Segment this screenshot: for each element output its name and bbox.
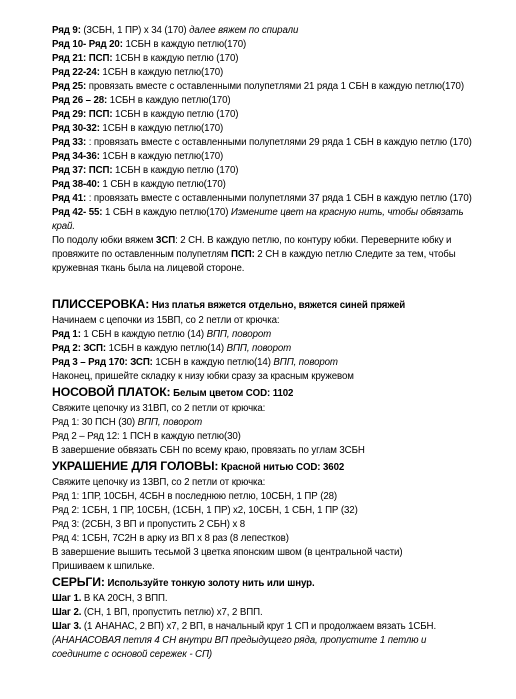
row-label: Ряд 42- 55: — [52, 207, 103, 218]
row-text: : провязать вместе с оставленными полупетлями 37 ряда 1 СБН в каждую петлю (170) — [86, 193, 472, 204]
pattern-step — [52, 606, 476, 620]
head-title: УКРАШЕНИЕ ДЛЯ ГОЛОВЫ: — [52, 459, 219, 473]
row-text: (1 АНАНАС, 2 ВП) х7, 2 ВП, в начальный круг 1 СП и продолжаем вязать 1СБН. — [81, 621, 437, 632]
row-label: Ряд 37: ПСП: — [52, 165, 113, 176]
pattern-row — [52, 94, 476, 108]
row-italic-note: ВПП, поворот — [206, 329, 272, 340]
earrings-heading — [52, 574, 476, 592]
section-gap — [52, 276, 476, 294]
row-text: 1СБН в каждую петлю(170) — [99, 151, 224, 162]
note-bold: 3СП — [156, 235, 176, 246]
pattern-line: Свяжите цепочку из 13ВП, со 2 петли от крючка: — [52, 477, 266, 488]
row-label: Ряд 29: ПСП: — [52, 109, 113, 120]
row-label: Ряд 41: — [52, 193, 87, 204]
row-text: : провязать вместе с оставленными полупетлями 29 ряда 1 СБН в каждую петлю (170) — [86, 137, 472, 148]
pattern-row — [52, 24, 476, 38]
plisse-rows — [52, 328, 476, 370]
row-text: 1СБН в каждую петлю(14) — [106, 343, 227, 354]
note-text: 2 СН в каждую петлю Следите за тем, чтобы кружевная ткань была на лицевой стороне. — [52, 249, 456, 274]
pattern-row — [52, 150, 476, 164]
row-label: Ряд 10- Ряд 20: — [52, 39, 123, 50]
pattern-row — [52, 136, 476, 150]
row-text: 1СБН в каждую петлю(170) — [107, 95, 231, 106]
row-italic-note: ВПП, поворот — [226, 343, 292, 354]
row-text: (3СБН, 1 ПР) х 34 (170) — [80, 25, 190, 36]
pattern-row — [52, 108, 476, 122]
pattern-row — [52, 178, 476, 192]
pattern-step — [52, 592, 476, 606]
head-lines — [52, 476, 476, 574]
row-text: В завершение обвязать СБН по всему краю, провязать по углам 3СБН — [52, 445, 365, 456]
note-bold: ПСП: — [230, 249, 255, 260]
row-label: Ряд 3 – Ряд 170: ЗСП: — [52, 357, 153, 368]
row-text: (СН, 1 ВП, пропустить петлю) х7, 2 ВПП. — [81, 607, 263, 618]
hanky-subtitle: Белым цветом COD: 1102 — [170, 388, 294, 399]
plisse-intro: Начинаем с цепочки из 15ВП, со 2 петли от крючка: — [52, 315, 280, 326]
row-label: Ряд 30-32: — [52, 123, 100, 134]
pattern-row — [52, 80, 476, 94]
plisse-title: ПЛИССЕРОВКА: — [52, 297, 150, 311]
row-italic-note: ВПП, поворот — [137, 417, 203, 428]
pattern-row — [52, 38, 476, 52]
pattern-line — [52, 444, 476, 458]
head-heading — [52, 458, 476, 476]
pattern-row — [52, 206, 476, 234]
earring-steps — [52, 592, 476, 662]
row-label: Ряд 34-36: — [52, 151, 100, 162]
row-label: Ряд 9: — [52, 25, 81, 36]
pattern-row — [52, 356, 476, 370]
row-text: 1СБН в каждую петлю (170) — [112, 165, 239, 176]
pattern-row — [52, 192, 476, 206]
row-text: 1СБН в каждую петлю(170) — [99, 123, 224, 134]
row-text: В КА 20СН, 3 ВПП. — [81, 593, 168, 604]
row-text: 1СБН в каждую петлю (170) — [112, 53, 239, 64]
row-label: Шаг 3. — [52, 621, 82, 632]
row-label: Ряд 2: ЗСП: — [52, 343, 107, 354]
row-text: 1СБН в каждую петлю(170) — [99, 67, 224, 78]
pattern-row — [52, 122, 476, 136]
row-text: 1СБН в каждую петлю(170) — [122, 39, 247, 50]
row-italic-note: (АНАНАСОВАЯ петля 4 СН внутри ВП предыдущего ряда, пропустите 1 петлю и соедините с основой сережек - СП) — [52, 635, 427, 660]
row-label: Шаг 1. — [52, 593, 82, 604]
row-label: Ряд 25: — [52, 81, 87, 92]
plisse-end: Наконец, пришейте складку к низу юбки сразу за красным кружевом — [52, 371, 354, 382]
note-text: : 2 СН. В каждую петлю, по контуру юбки. Переверните юбку и провяжите по оставленным полупетлям — [52, 235, 452, 260]
earrings-subtitle: Используйте тонкую золоту нить или шнур. — [104, 578, 315, 589]
pattern-line: Ряд 2: 1СБН, 1 ПР, 10СБН, (1СБН, 1 ПР) х2, 10СБН, 1 СБН, 1 ПР (32) — [52, 505, 358, 516]
row-text: 1 СБН в каждую петлю (14) — [80, 329, 207, 340]
pattern-line: Ряд 1: 1ПР, 10СБН, 4СБН в последнюю петлю, 10СБН, 1 ПР (28) — [52, 491, 338, 502]
row-italic-note: ВПП, поворот — [273, 357, 338, 368]
row-text: 1 СБН в каждую петлю(170) — [102, 207, 231, 218]
row-text: 1 СБН в каждую петлю(170) — [99, 179, 226, 190]
head-subtitle: Красной нитью COD: 3602 — [218, 462, 345, 473]
pattern-row — [52, 342, 476, 356]
row-label: Ряд 33: — [52, 137, 87, 148]
earrings-title: СЕРЬГИ: — [52, 575, 105, 589]
pattern-row — [52, 66, 476, 80]
pattern-line: Ряд 3: (2СБН, 3 ВП и пропустить 2 СБН) х 8 — [52, 519, 246, 530]
hanky-lines — [52, 402, 476, 458]
row-text: Свяжите цепочку из 31ВП, со 2 петли от крючка: — [52, 403, 266, 414]
plisse-heading — [52, 296, 476, 314]
row-text: провязать вместе с оставленными полупетлями 21 ряда 1 СБН в каждую петлю(170) — [86, 81, 464, 92]
row-label: Шаг 2. — [52, 607, 82, 618]
plisse-subtitle: Низ платья вяжется отдельно, вяжется синей пряжей — [149, 300, 406, 311]
hanky-title: НОСОВОЙ ПЛАТОК: — [52, 385, 171, 399]
row-text: 1СБН в каждую петлю (170) — [112, 109, 239, 120]
row-label: Ряд 1: — [52, 329, 81, 340]
row-text: 1СБН в каждую петлю(14) — [152, 357, 274, 368]
pattern-line — [52, 430, 476, 444]
row-italic-note: далее вяжем по спирали — [189, 25, 299, 36]
skirt-edge-note — [52, 234, 476, 276]
pattern-line: Ряд 4: 1СБН, 7С2Н в арку из ВП х 8 раз (8 лепестков) — [52, 533, 289, 544]
pattern-row — [52, 164, 476, 178]
row-label: Ряд 38-40: — [52, 179, 100, 190]
pattern-row — [52, 328, 476, 342]
row-label: Ряд 22-24: — [52, 67, 100, 78]
pattern-step — [52, 620, 476, 662]
pattern-line: В завершение вышить тесьмой 3 цветка японским швом (в центральной части) — [52, 547, 403, 558]
note-text: По подолу юбки вяжем — [52, 235, 157, 246]
row-text: Ряд 2 – Ряд 12: 1 ПСН в каждую петлю(30) — [52, 431, 241, 442]
pattern-line — [52, 402, 476, 416]
row-label: Ряд 26 – 28: — [52, 95, 108, 106]
pattern-line: Пришиваем к шпильке. — [52, 561, 155, 572]
row-italic-note: Измените цвет на красную нить, чтобы обвязать край. — [52, 207, 464, 232]
skirt-rows-section — [52, 24, 476, 234]
hanky-heading — [52, 384, 476, 402]
row-label: Ряд 21: ПСП: — [52, 53, 113, 64]
pattern-row — [52, 52, 476, 66]
row-text: Ряд 1: 30 ПСН (30) — [52, 417, 138, 428]
pattern-line — [52, 416, 476, 430]
